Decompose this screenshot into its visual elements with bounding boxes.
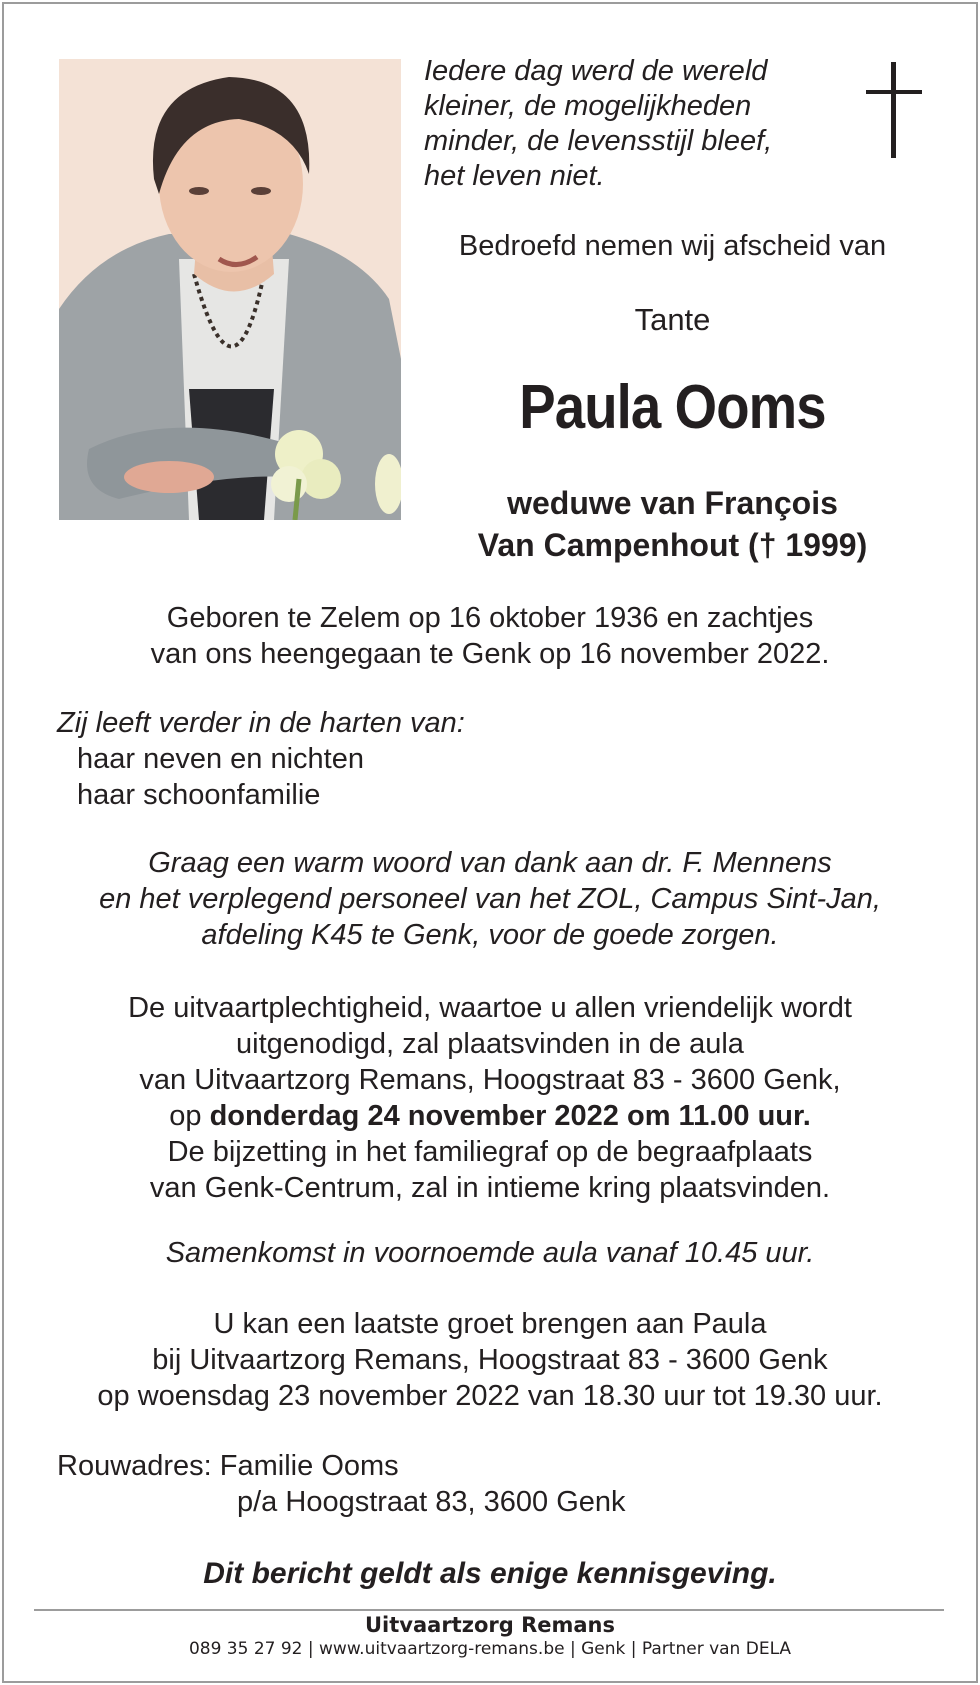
thanks-line: Graag een warm woord van dank aan dr. F. Mennens [148, 847, 832, 879]
ceremony-line: van Genk-Centrum, zal in intieme kring plaatsvinden. [149, 1172, 831, 1204]
death-line: van ons heengegaan te Genk op 16 november 2022. [150, 638, 830, 670]
memorial-poem [424, 54, 824, 194]
footer-title: Uitvaartzorg Remans [365, 1613, 615, 1637]
widow-line: Van Campenhout († 1999) [477, 527, 868, 563]
farewell-info [40, 1306, 940, 1414]
intro-text: Bedroefd nemen wij afscheid van [458, 230, 887, 262]
deceased-name: Paula Ooms [519, 373, 826, 442]
ceremony-date-prefix: op [169, 1100, 210, 1132]
survivors-heading: Zij leeft verder in de harten van: [57, 707, 465, 739]
ceremony-line: van Uitvaartzorg Remans, Hoogstraat 83 - 3600 Genk, [139, 1064, 841, 1096]
footer-divider [34, 1609, 944, 1611]
mourning-address [57, 1448, 626, 1520]
thanks-message [40, 845, 940, 953]
address-line: Rouwadres: Familie Ooms [57, 1450, 399, 1482]
poem-line: Iedere dag werd de wereld [424, 55, 768, 87]
survivor-item: haar neven en nichten [77, 743, 364, 775]
ceremony-info [40, 990, 940, 1206]
gathering-info: Samenkomst in voornoemde aula vanaf 10.45 uur. [165, 1237, 815, 1269]
poem-line: het leven niet. [424, 160, 605, 192]
poem-line: minder, de levensstijl bleef, [424, 125, 773, 157]
ceremony-line: De uitvaartplechtigheid, waartoe u allen vriendelijk wordt [128, 992, 852, 1024]
farewell-line: op woensdag 23 november 2022 van 18.30 uur tot 19.30 uur. [97, 1380, 883, 1412]
poem-line: kleiner, de mogelijkheden [424, 90, 752, 122]
footer-contact: 089 35 27 92 | www.uitvaartzorg-remans.be | Genk | Partner van DELA [188, 1639, 792, 1659]
thanks-line: afdeling K45 te Genk, voor de goede zorgen. [201, 919, 779, 951]
farewell-line: U kan een laatste groet brengen aan Paula [213, 1308, 767, 1340]
widow-of [420, 482, 925, 566]
survivor-item: haar schoonfamilie [77, 779, 321, 811]
farewell-line: bij Uitvaartzorg Remans, Hoogstraat 83 - 3600 Genk [152, 1344, 828, 1376]
relation-title: Tante [634, 302, 711, 337]
survivors-list [57, 705, 465, 813]
widow-line: weduwe van François [507, 485, 838, 521]
cross-icon [866, 62, 922, 158]
ceremony-date-line [40, 1098, 940, 1134]
birth-death-info [40, 600, 940, 672]
ceremony-line: De bijzetting in het familiegraf op de begraafplaats [167, 1136, 813, 1168]
birth-line: Geboren te Zelem op 16 oktober 1936 en zachtjes [166, 602, 814, 634]
ceremony-date: donderdag 24 november 2022 om 11.00 uur. [209, 1100, 811, 1132]
thanks-line: en het verplegend personeel van het ZOL, Campus Sint-Jan, [99, 883, 881, 915]
portrait-photo [59, 59, 401, 520]
notice-text: Dit bericht geldt als enige kennisgeving. [203, 1557, 777, 1590]
ceremony-line: uitgenodigd, zal plaatsvinden in de aula [236, 1028, 744, 1060]
address-line: p/a Hoogstraat 83, 3600 Genk [237, 1486, 626, 1518]
